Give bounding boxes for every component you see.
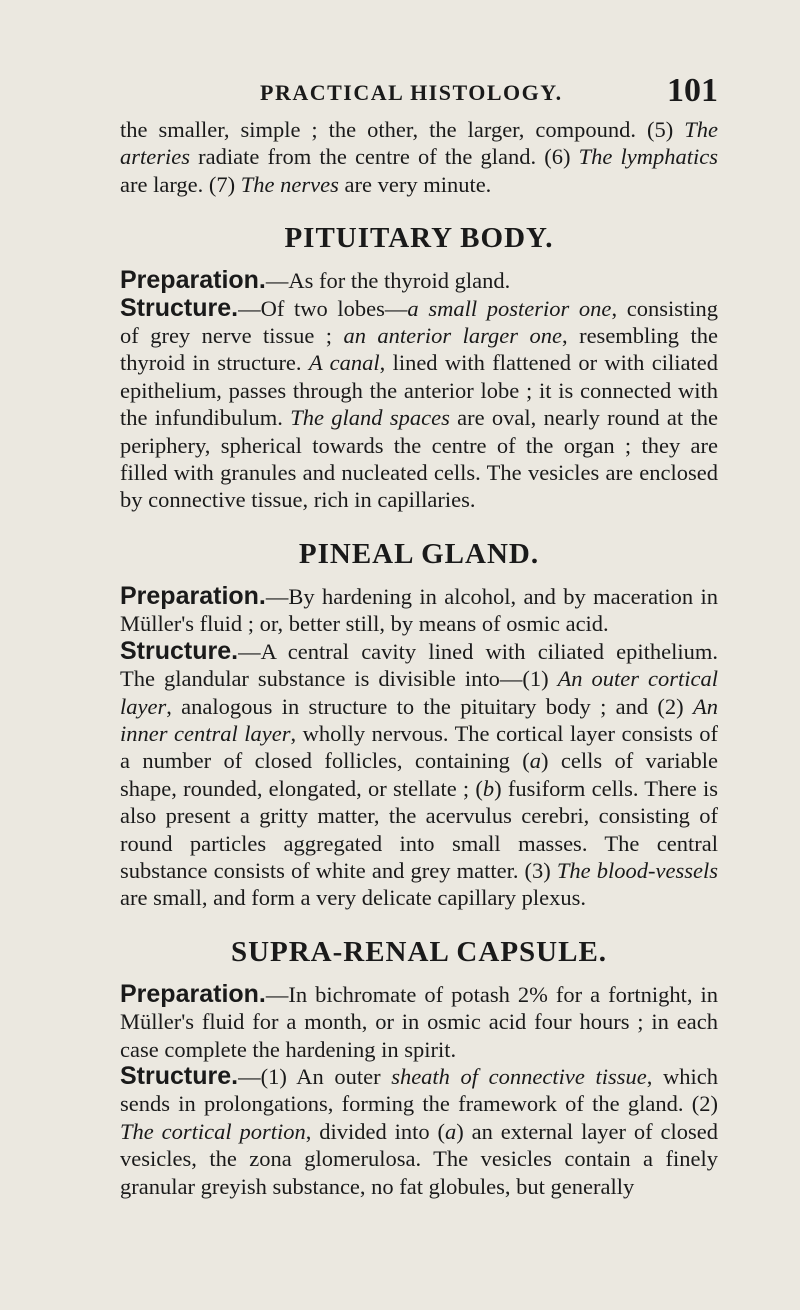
opening-paragraph: the smaller, simple ; the other, the larger, compound. (5) The arteries radiate from the centre of the gland. (6) The lymphatics are large. (7) The nerves are very minute. <box>120 117 719 197</box>
preparation-lead: Preparation. <box>120 581 266 610</box>
suprarenal-preparation: Preparation.—In bichromate of potash 2% for a fortnight, in Müller's fluid for a month, or in osmic acid four hours ; in each case complete the hardening in spirit. <box>120 979 718 1062</box>
section-heading-suprarenal: SUPRA-RENAL CAPSULE. <box>230 935 608 968</box>
page-number: 101 <box>667 72 718 109</box>
section-heading-pituitary: PITUITARY BODY. <box>284 222 554 255</box>
running-title: PRACTICAL HISTOLOGY. <box>260 80 563 105</box>
pineal-structure: Structure.—A central cavity lined with ciliated epithelium. The glandular substance is divisible into—(1) An outer cortical layer, analogous in structure to the pituitary body ; and (2) An inner central layer, wholly nervous. The cortical layer consists of a number of closed follicles, containing (a) cells of variable shape, rounded, elongated, or stellate ; (b) fusiform cells. There is also present a gritty matter, the acervulus cerebri, consisting of round particles aggregated into small masses. The central substance consists of white and grey matter. (3) The blood-vessels are small, and form a very delicate capillary plexus. <box>120 636 719 911</box>
running-head <box>120 72 718 116</box>
section-heading-pineal: PINEAL GLAND. <box>298 537 540 570</box>
pituitary-structure: Structure.—Of two lobes—a small posterior one, consisting of grey nerve tissue ; an anterior larger one, resembling the thyroid in structure. A canal, lined with flattened or with ciliated epithelium, passes through the anterior lobe ; it is connected with the infundibulum. The gland spaces are oval, nearly round at the periphery, spherical towards the centre of the organ ; they are filled with granules and nucleated cells. The vesicles are enclosed by connective tissue, rich in capillaries. <box>120 293 719 513</box>
pineal-preparation: Preparation.—By hardening in alcohol, and by maceration in Müller's fluid ; or, better still, by means of osmic acid. <box>120 581 718 637</box>
preparation-lead: Preparation. <box>120 266 266 295</box>
structure-lead: Structure. <box>120 636 239 665</box>
structure-lead: Structure. <box>120 1061 239 1090</box>
structure-lead: Structure. <box>120 293 239 322</box>
pituitary-preparation: Preparation.—As for the thyroid gland. <box>120 266 511 295</box>
suprarenal-structure: Structure.—(1) An outer sheath of connective tissue, which sends in prolongations, forming the framework of the gland. (2) The cortical portion, divided into (a) an external layer of closed vesicles, the zona glomerulosa. The vesicles contain a finely granular greyish substance, no fat globules, but generally <box>120 1061 719 1199</box>
preparation-lead: Preparation. <box>120 979 266 1008</box>
